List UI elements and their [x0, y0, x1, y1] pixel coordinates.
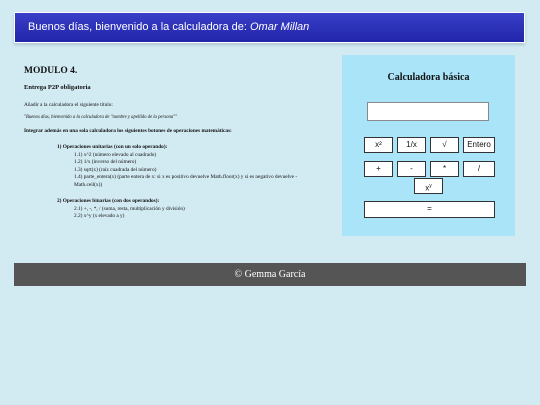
- power-base-label: x: [425, 183, 430, 193]
- list-item: 1.2) 1/x (inverso del número): [74, 159, 137, 165]
- instruction-text: Añadir a la calculadora el siguiente título:: [24, 102, 113, 108]
- binary-operations-title: 2) Operaciones binarias (con dos operandos):: [57, 198, 160, 204]
- header-user-name: Omar Millan: [250, 21, 310, 33]
- unary-operations-title: 1) Operaciones unitarias (con un solo operando):: [57, 144, 168, 150]
- unary-operations-section: [57, 144, 307, 189]
- sqrt-button[interactable]: √: [430, 137, 459, 153]
- page-header: [14, 12, 525, 43]
- footer-credit: © Gemma García: [234, 269, 306, 280]
- calculator-display[interactable]: [367, 102, 489, 121]
- integer-button[interactable]: Entero: [463, 137, 495, 153]
- list-item: 1.3) sqrt(x) (raíz cuadrada del número): [74, 166, 157, 173]
- calculator-title: Calculadora básica: [387, 72, 470, 83]
- header-greeting: Buenos días, bienvenido a la calculadora de:: [28, 21, 247, 33]
- list-item: 1.1) x^2 (número elevado al cuadrado): [74, 151, 157, 158]
- square-button[interactable]: x²: [364, 137, 393, 153]
- assignment-subtitle: Entrega P2P obligatoria: [24, 84, 91, 91]
- plus-button[interactable]: +: [364, 161, 393, 177]
- calculator-panel: [342, 55, 515, 236]
- page-footer: [14, 263, 526, 286]
- integration-text: Integrar además en una sola calculadora los siguientes botones de operaciones matemáticas:: [24, 128, 232, 134]
- minus-button[interactable]: -: [397, 161, 426, 177]
- power-button[interactable]: [414, 178, 443, 194]
- divide-button[interactable]: /: [463, 161, 495, 177]
- binary-operations-section: [57, 198, 307, 221]
- power-exp-label: y: [429, 183, 432, 189]
- list-item: 2.2) x^y (x elevado a y): [74, 213, 125, 219]
- list-item: 1.4) parte_entera(x) (parte entera de x: si x es positivo devuelve Math.floor(x) y si es negativo devuelve -Math.ceil(x)): [74, 174, 298, 188]
- page-title: MODULO 4.: [24, 66, 78, 76]
- equals-button[interactable]: =: [364, 201, 495, 218]
- quoted-title-text: "Buenos días, bienvenido a la calculadora de "nombre y apellido de la persona"": [24, 115, 178, 120]
- inverse-button[interactable]: 1/x: [397, 137, 426, 153]
- multiply-button[interactable]: *: [430, 161, 459, 177]
- list-item: 2.1) +, -, *, / (suma, resta, multiplicación y división): [74, 205, 185, 212]
